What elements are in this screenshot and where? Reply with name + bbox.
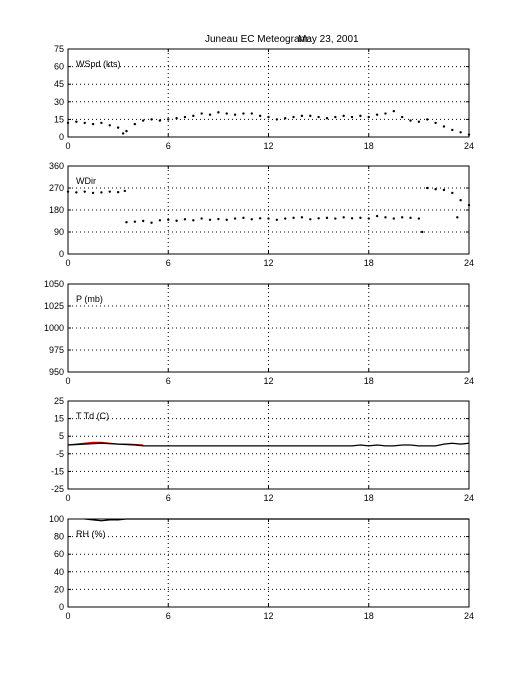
y-tick-label: 100	[48, 514, 64, 524]
data-point-wspd	[75, 121, 77, 123]
x-tick-label: 12	[263, 611, 274, 621]
data-point-wspd	[368, 116, 370, 118]
data-point-wspd	[309, 115, 311, 117]
data-point-wspd	[326, 117, 328, 119]
data-point-wspd	[209, 114, 211, 116]
data-point-wspd	[434, 122, 436, 124]
data-point-wdir	[284, 217, 286, 219]
y-tick-label: 60	[53, 61, 64, 72]
y-tick-label: -15	[50, 466, 64, 477]
data-point-wspd	[226, 112, 228, 114]
data-point-wspd	[200, 112, 202, 114]
panel-label-pressure: P (mb)	[76, 294, 103, 304]
data-point-wdir	[342, 216, 344, 218]
data-point-wspd	[418, 121, 420, 123]
data-point-wdir	[292, 217, 294, 219]
data-point-wdir	[259, 217, 261, 219]
data-point-wspd	[317, 116, 319, 118]
meteogram-date: May 23, 2001	[298, 34, 359, 45]
y-tick-label: -5	[55, 448, 64, 459]
y-tick-label: 25	[53, 396, 64, 406]
data-point-wdir	[150, 222, 152, 224]
data-point-wdir	[117, 191, 119, 193]
data-point-wspd	[342, 115, 344, 117]
data-point-wdir	[376, 215, 378, 217]
data-point-wspd	[351, 116, 353, 118]
data-point-wspd	[67, 122, 69, 124]
data-point-wdir	[309, 218, 311, 220]
data-point-wdir	[109, 190, 111, 192]
y-tick-label: 1025	[43, 301, 64, 311]
panel-label-wspd: WSpd (kts)	[76, 59, 121, 69]
data-point-wdir	[418, 217, 420, 219]
y-tick-label: 180	[48, 205, 64, 215]
data-point-wspd	[234, 114, 236, 116]
data-point-wdir	[443, 189, 445, 191]
data-point-wspd	[175, 117, 177, 119]
x-tick-label: 6	[165, 258, 171, 268]
y-tick-label: 360	[48, 161, 64, 171]
data-point-wspd	[276, 118, 278, 120]
data-point-wdir	[124, 190, 126, 192]
x-tick-label: 6	[165, 376, 171, 386]
y-tick-label: 0	[58, 132, 64, 142]
y-tick-label: 75	[53, 44, 64, 54]
panel-label-wdir: WDir	[76, 176, 96, 186]
data-point-wspd	[401, 116, 403, 118]
data-point-wspd	[301, 115, 303, 117]
data-point-wdir	[200, 217, 202, 219]
data-point-wspd	[376, 114, 378, 116]
x-tick-label: 24	[463, 258, 475, 268]
data-point-wdir	[359, 217, 361, 219]
x-tick-label: 0	[65, 611, 71, 621]
x-tick-label: 6	[165, 493, 171, 503]
y-tick-label: 15	[53, 413, 64, 424]
panel-label-temp-dewpoint: T Td (C)	[76, 411, 110, 421]
y-tick-label: 950	[48, 367, 64, 377]
x-tick-label: 18	[363, 141, 374, 151]
data-point-wdir	[184, 218, 186, 220]
panel-wdir	[49, 161, 474, 268]
data-point-wspd	[267, 116, 269, 118]
data-point-wspd	[117, 126, 119, 128]
y-tick-label: 20	[53, 584, 64, 595]
x-tick-label: 0	[65, 258, 71, 268]
data-point-wdir	[75, 191, 77, 193]
data-point-wdir	[459, 199, 461, 201]
y-tick-label: 90	[53, 227, 64, 237]
y-tick-label: 80	[53, 531, 64, 542]
x-tick-label: 24	[463, 376, 475, 386]
data-point-wdir	[92, 192, 94, 194]
y-tick-label: 1000	[43, 323, 64, 333]
meteogram-title: Juneau EC Meteogram:	[205, 34, 311, 45]
y-tick-label: 0	[58, 602, 64, 612]
data-point-wdir	[100, 191, 102, 193]
series-line-rh-0	[85, 519, 469, 521]
data-point-wdir	[351, 217, 353, 219]
y-tick-label: 45	[53, 79, 64, 90]
data-point-wspd	[468, 133, 470, 135]
data-point-wspd	[109, 124, 111, 126]
panel-temp-dewpoint	[51, 396, 474, 503]
y-tick-label: -25	[50, 484, 64, 494]
data-point-wdir	[167, 219, 169, 221]
x-tick-label: 24	[463, 611, 475, 621]
x-tick-label: 0	[65, 376, 71, 386]
y-tick-label: 975	[48, 345, 64, 355]
x-tick-label: 18	[363, 376, 374, 386]
data-point-wdir	[67, 190, 69, 192]
y-tick-label: 0	[58, 249, 64, 259]
x-tick-label: 12	[263, 258, 274, 268]
data-point-wdir	[267, 217, 269, 219]
data-point-wspd	[100, 122, 102, 124]
data-point-wdir	[159, 219, 161, 221]
data-point-wspd	[359, 115, 361, 117]
data-point-wspd	[393, 110, 395, 112]
y-tick-label: 5	[58, 431, 64, 442]
y-tick-label: 30	[53, 96, 64, 107]
data-point-wdir	[384, 216, 386, 218]
data-point-wspd	[459, 131, 461, 133]
data-point-wspd	[122, 132, 124, 134]
y-tick-label: 40	[53, 566, 64, 577]
data-point-wspd	[409, 119, 411, 121]
data-point-wdir	[134, 221, 136, 223]
y-tick-label: 1050	[43, 279, 64, 289]
data-point-wdir	[192, 219, 194, 221]
data-point-wdir	[421, 231, 423, 233]
data-point-wspd	[292, 116, 294, 118]
data-point-wspd	[451, 129, 453, 131]
x-tick-label: 6	[165, 611, 171, 621]
x-tick-label: 18	[363, 493, 374, 503]
data-point-wdir	[451, 192, 453, 194]
data-point-wspd	[134, 123, 136, 125]
y-tick-label: 270	[48, 183, 64, 193]
x-tick-label: 6	[165, 141, 171, 151]
data-point-wspd	[242, 112, 244, 114]
data-point-wdir	[175, 220, 177, 222]
x-tick-label: 0	[65, 141, 71, 151]
panel-rh	[49, 514, 474, 621]
x-tick-label: 0	[65, 493, 71, 503]
x-tick-label: 12	[263, 493, 274, 503]
data-point-wdir	[368, 217, 370, 219]
data-point-wdir	[142, 220, 144, 222]
data-point-wspd	[443, 125, 445, 127]
data-point-wdir	[409, 217, 411, 219]
data-point-wspd	[259, 115, 261, 117]
data-point-wdir	[334, 217, 336, 219]
data-point-wdir	[401, 216, 403, 218]
data-point-wspd	[84, 122, 86, 124]
data-point-wspd	[334, 116, 336, 118]
data-point-wspd	[142, 119, 144, 121]
data-point-wdir	[242, 217, 244, 219]
x-tick-label: 12	[263, 376, 274, 386]
data-point-wdir	[234, 217, 236, 219]
panel-pressure	[44, 279, 474, 386]
data-point-wdir	[393, 217, 395, 219]
data-point-wspd	[159, 119, 161, 121]
data-point-wdir	[276, 219, 278, 221]
x-tick-label: 18	[363, 258, 374, 268]
data-point-wspd	[251, 112, 253, 114]
x-tick-label: 24	[463, 493, 475, 503]
x-tick-label: 18	[363, 611, 374, 621]
data-point-wspd	[125, 130, 127, 132]
data-point-wspd	[384, 112, 386, 114]
data-point-wdir	[426, 187, 428, 189]
data-point-wspd	[284, 117, 286, 119]
data-point-wspd	[167, 118, 169, 120]
y-tick-label: 60	[53, 549, 64, 560]
y-tick-label: 15	[53, 114, 64, 125]
data-point-wdir	[326, 217, 328, 219]
data-point-wdir	[468, 204, 470, 206]
data-point-wdir	[226, 219, 228, 221]
data-point-wspd	[184, 116, 186, 118]
data-point-wspd	[426, 118, 428, 120]
data-point-wdir	[84, 190, 86, 192]
x-tick-label: 24	[463, 141, 475, 151]
data-point-wspd	[192, 115, 194, 117]
data-point-wspd	[217, 111, 219, 113]
data-point-wdir	[301, 216, 303, 218]
data-point-wspd	[150, 118, 152, 120]
data-point-wdir	[251, 218, 253, 220]
x-tick-label: 12	[263, 141, 274, 151]
data-point-wdir	[317, 217, 319, 219]
data-point-wdir	[125, 221, 127, 223]
data-point-wdir	[209, 219, 211, 221]
panel-wspd	[54, 44, 474, 151]
data-point-wdir	[434, 188, 436, 190]
data-point-wdir	[217, 218, 219, 220]
data-point-wspd	[92, 123, 94, 125]
panel-label-rh: RH (%)	[76, 529, 106, 539]
data-point-wdir	[456, 216, 458, 218]
